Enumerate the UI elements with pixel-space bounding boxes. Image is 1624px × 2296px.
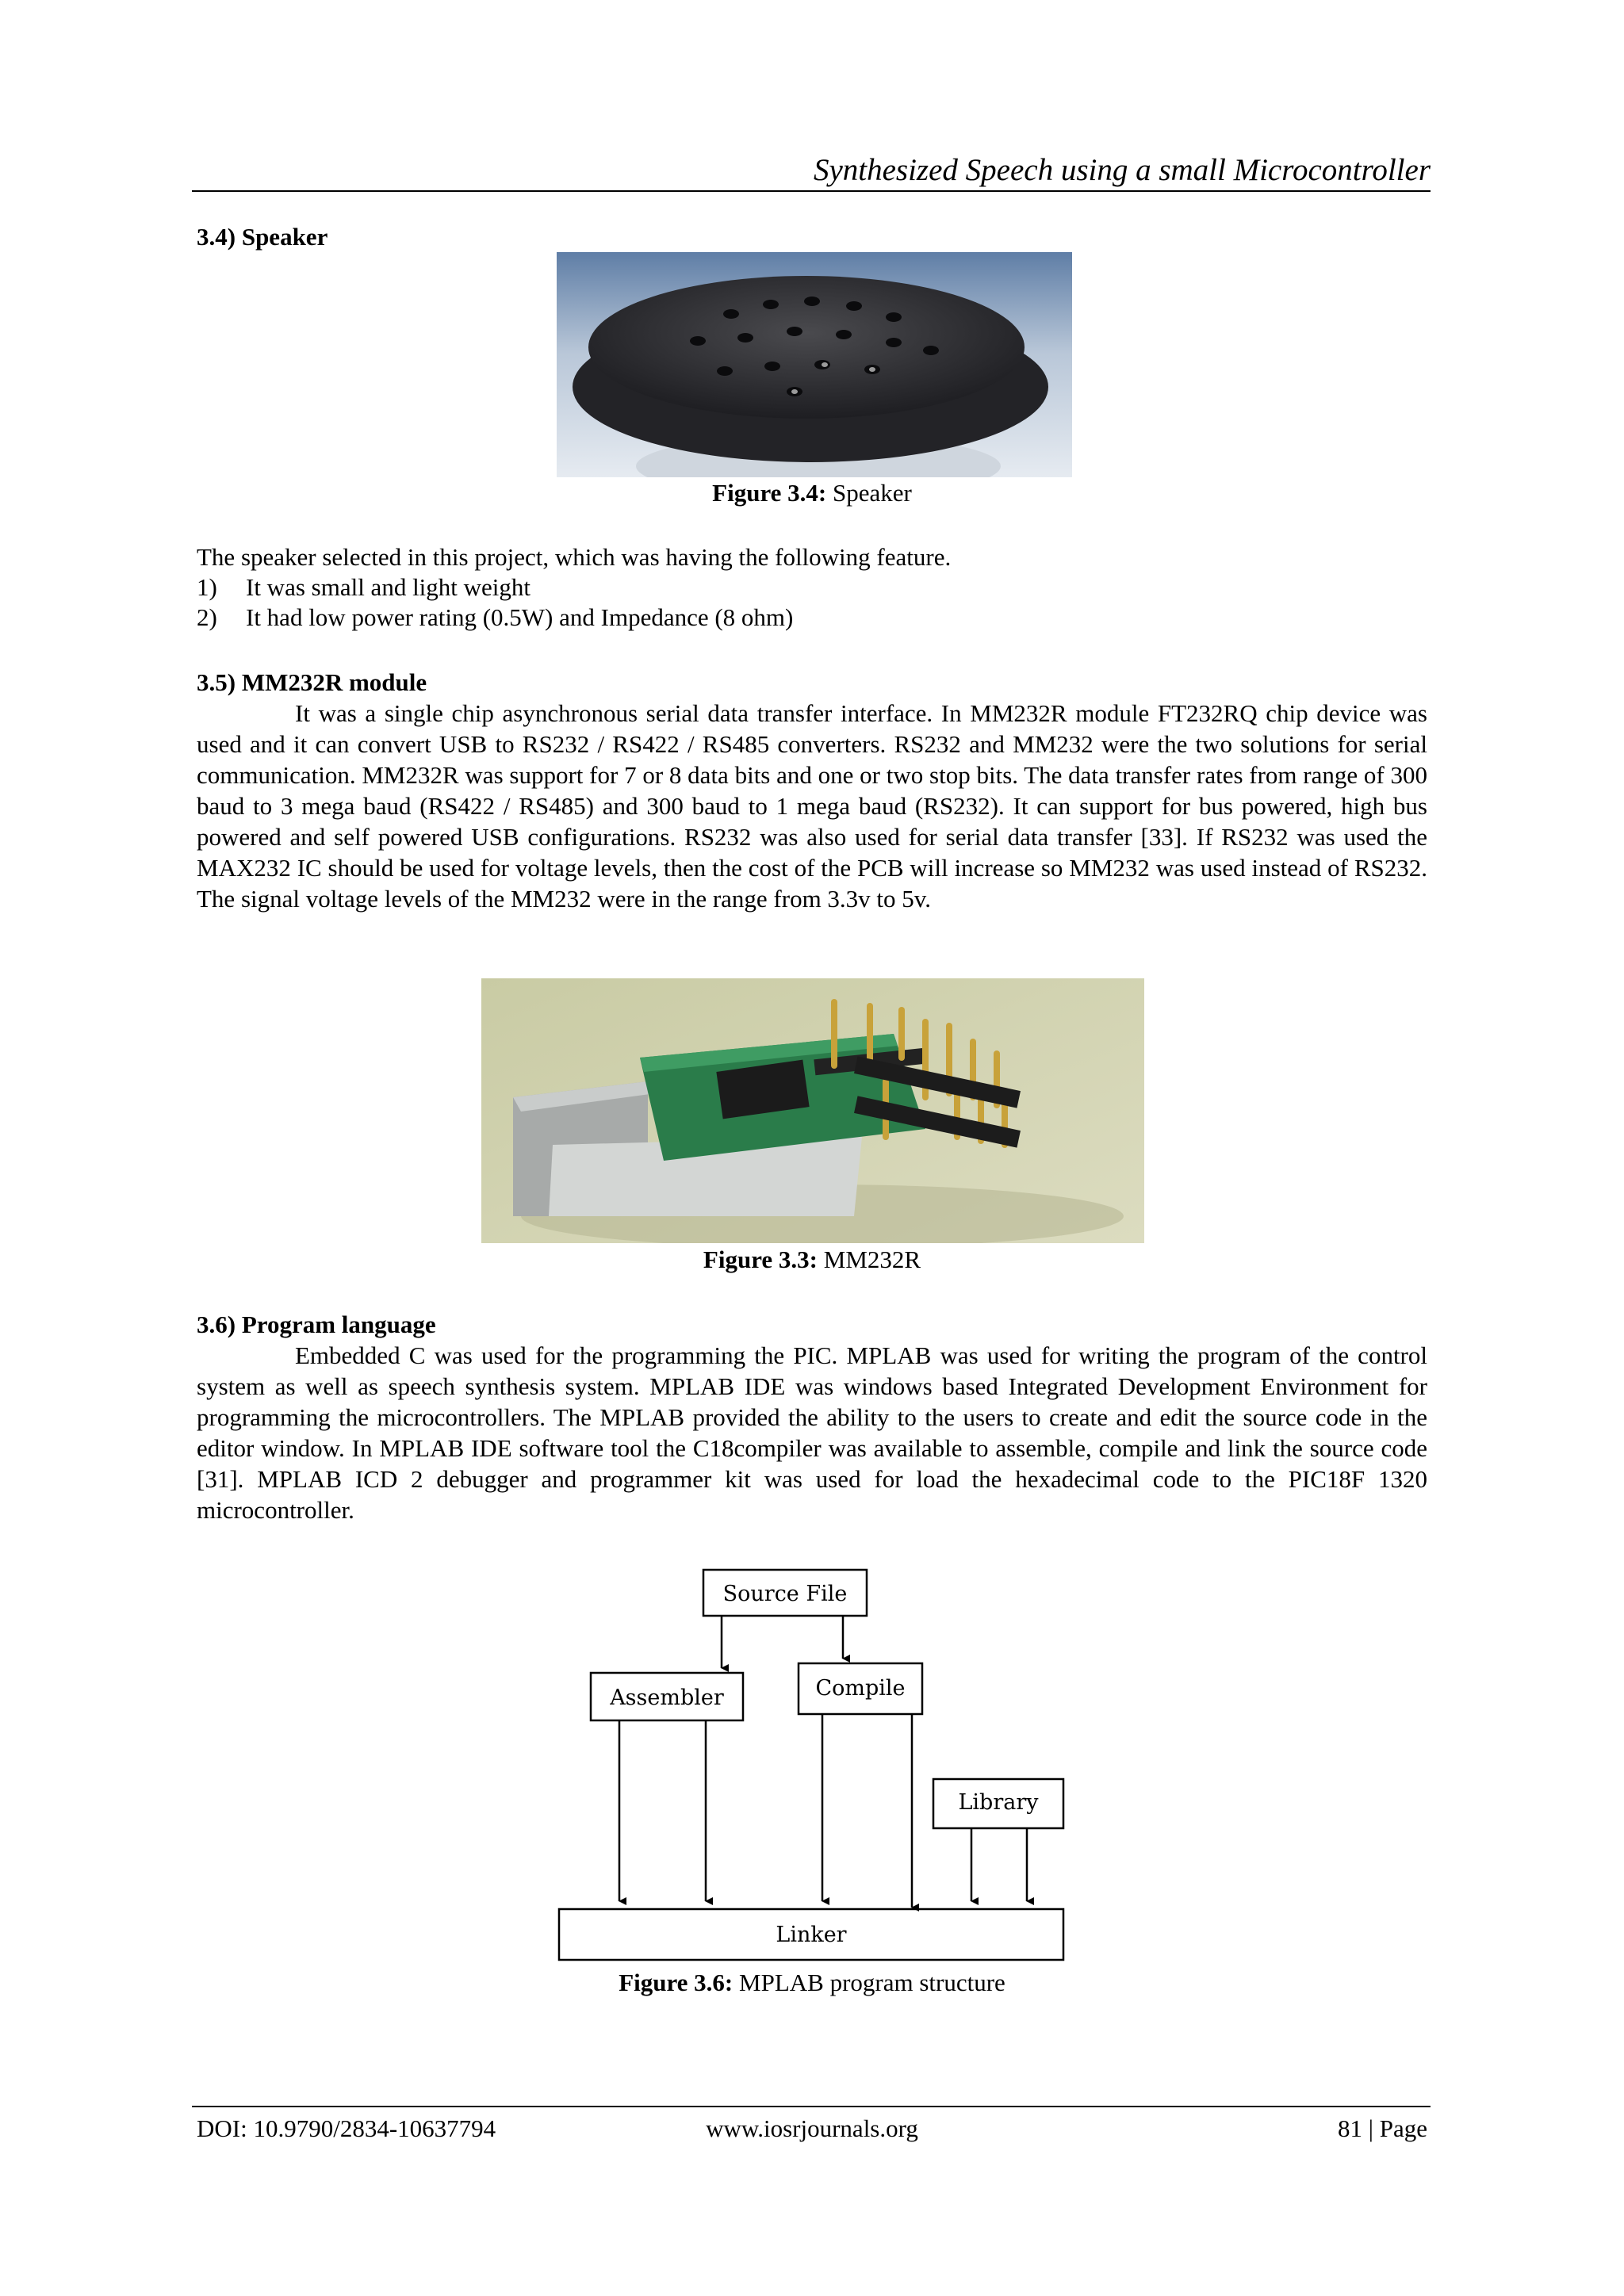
paragraph-text: It was a single chip asynchronous serial data transfer interface. In MM232R module FT232RQ chip device was used and it can convert USB to RS232 / RS422 / RS485 converters. RS232 and MM232 were the two solutions for serial communication. MM232R was support for 7 or 8 data bits and one or two stop bits. The data transfer rates from range of 300 baud to 3 mega baud (RS422 / RS485) and 300 baud to 1 mega baud (RS232). It can support for bus powered, high bus powered and self powered USB configurations. RS232 was also used for serial data transfer [33]. If RS232 was used the MAX232 IC should be used for voltage levels, then the cost of the PCB will increase so MM232 was used instead of RS232. The signal voltage levels of the MM232 were in the range from 3.3v to 5v. <box>197 699 1427 913</box>
figure-caption-program <box>0 1968 1624 1998</box>
footer-doi: DOI: 10.9790/2834-10637794 <box>197 2114 496 2142</box>
list-item-number: 2) <box>197 603 217 631</box>
program-paragraph <box>197 1340 1427 1525</box>
mm232r-paragraph <box>197 698 1427 914</box>
figure-caption-text: MM232R <box>823 1246 921 1273</box>
list-item-text: It was small and light weight <box>246 573 531 601</box>
source-file-label: Source File <box>722 1582 848 1606</box>
speaker-photo <box>557 252 1072 477</box>
figure-label: Figure 3.4: <box>712 479 827 507</box>
compile-label: Compile <box>815 1676 906 1701</box>
section-heading-speaker: 3.4) Speaker <box>197 223 328 251</box>
footer-rule <box>192 2106 1431 2107</box>
linker-label: Linker <box>776 1923 847 1947</box>
paragraph-text: Embedded C was used for the programming the PIC. MPLAB was used for writing the program of the control system as well as speech synthesis system. MPLAB IDE was windows based Integrated Development Environment for programming the microcontrollers. The MPLAB provided the ability to the users to create and edit the source code in the editor window. In MPLAB IDE software tool the C18compiler was available to assemble, compile and link the source code [31]. MPLAB ICD 2 debugger and programmer kit was used for load the hexadecimal code to the PIC18F 1320 microcontroller. <box>197 1341 1427 1524</box>
figure-label: Figure 3.6: <box>619 1969 733 1996</box>
list-item <box>197 603 793 633</box>
assembler-label: Assembler <box>610 1686 724 1710</box>
list-item-number: 1) <box>197 573 217 601</box>
mm232r-photo <box>481 978 1144 1243</box>
speaker-intro: The speaker selected in this project, which was having the following feature. <box>197 543 952 571</box>
footer-page: 81 | Page <box>1338 2114 1427 2142</box>
list-item <box>197 572 530 603</box>
figure-label: Figure 3.3: <box>703 1246 818 1273</box>
figure-caption-speaker <box>0 478 1624 508</box>
figure-caption-text: MPLAB program structure <box>739 1969 1005 1996</box>
library-label: Library <box>958 1790 1039 1815</box>
list-item-text: It had low power rating (0.5W) and Impedance (8 ohm) <box>246 603 794 631</box>
mplab-structure-diagram <box>551 1562 1074 1966</box>
figure-caption-text: Speaker <box>832 479 912 507</box>
running-head: Synthesized Speech using a small Microcontroller <box>192 151 1431 192</box>
section-heading-program: 3.6) Program language <box>197 1311 436 1338</box>
section-heading-mm232r: 3.5) MM232R module <box>197 668 427 696</box>
footer-site: www.iosrjournals.org <box>706 2114 918 2142</box>
figure-caption-mm232r <box>0 1245 1624 1275</box>
